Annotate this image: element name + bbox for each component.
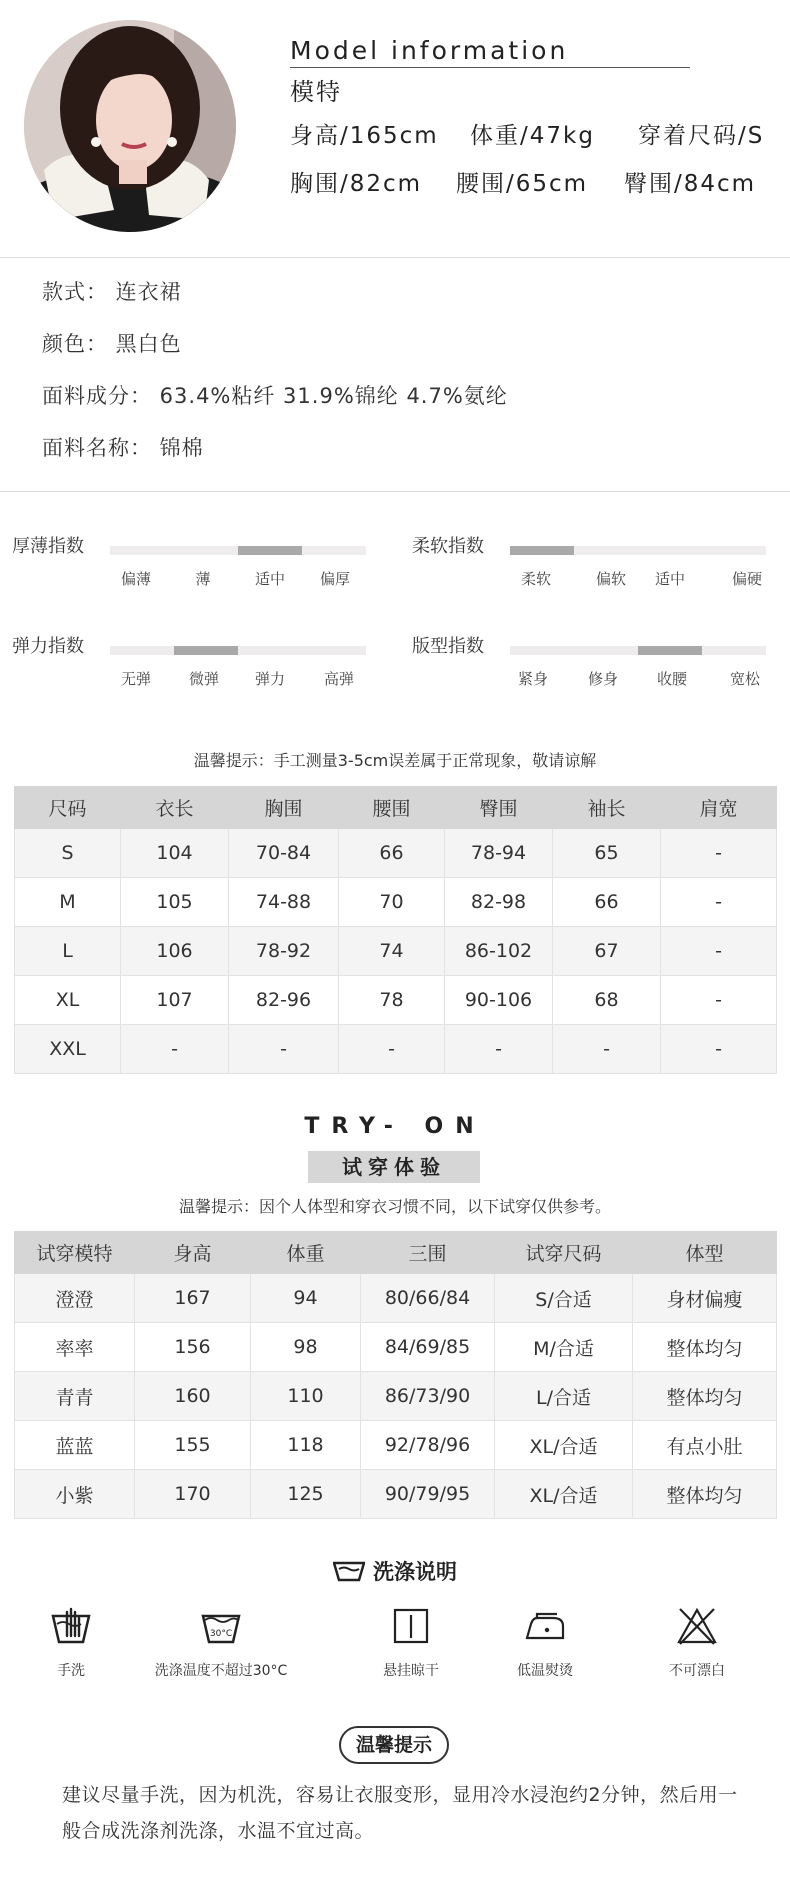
index-label: 柔软指数 [412, 536, 484, 557]
wash-label: 悬挂晾干 [383, 1663, 439, 1679]
index-option: 适中 [254, 570, 286, 588]
tryon-table [14, 1231, 777, 1519]
model-info-subtitle: 模特 [290, 78, 342, 106]
wash-item-30-degree [141, 1606, 301, 1680]
index-fit [412, 632, 790, 712]
model-info-title: Model information [290, 36, 690, 68]
table-cell: 70-84 [229, 829, 339, 878]
index-softness [412, 532, 790, 612]
table-cell: 155 [135, 1421, 251, 1470]
table-cell: 74-88 [229, 878, 339, 927]
table-row [15, 1274, 777, 1323]
wash-label: 手洗 [57, 1663, 85, 1679]
tip-title: 温馨提示 [339, 1726, 449, 1764]
index-fill [238, 546, 302, 555]
table-cell: 小紫 [15, 1470, 135, 1519]
table-cell: XL/合适 [495, 1470, 633, 1519]
column-header: 肩宽 [661, 787, 777, 829]
table-cell: 70 [339, 878, 445, 927]
table-cell: S [15, 829, 121, 878]
column-header: 袖长 [553, 787, 661, 829]
table-cell: 身材偏瘦 [633, 1274, 777, 1323]
tryon-subtitle: 试穿体验 [308, 1151, 480, 1183]
table-cell: L/合适 [495, 1372, 633, 1421]
tip-text: 建议尽量手洗，因为机洗，容易让衣服变形，显用冷水浸泡约2分钟，然后用一般合成洗涤剂洗涤，水温不宜过高。 [62, 1784, 738, 1842]
index-option: 适中 [654, 570, 686, 588]
table-cell: 92/78/96 [361, 1421, 495, 1470]
table-cell: 80/66/84 [361, 1274, 495, 1323]
wash-30-icon [199, 1606, 243, 1646]
table-cell: 整体均匀 [633, 1372, 777, 1421]
table-cell: 67 [553, 927, 661, 976]
index-option: 收腰 [656, 670, 688, 688]
size-table [14, 786, 777, 1074]
index-option: 偏硬 [731, 570, 763, 588]
index-label: 弹力指数 [12, 636, 84, 657]
table-row [15, 1025, 777, 1074]
table-cell: - [661, 829, 777, 878]
wash-item-no-bleach [617, 1606, 777, 1680]
column-header: 胸围 [229, 787, 339, 829]
index-option: 弹力 [254, 670, 286, 688]
table-cell: 78-92 [229, 927, 339, 976]
column-header: 衣长 [121, 787, 229, 829]
table-cell: 94 [251, 1274, 361, 1323]
table-cell: 118 [251, 1421, 361, 1470]
table-cell: 90-106 [445, 976, 553, 1025]
no-bleach-icon [675, 1606, 719, 1646]
table-cell: L [15, 927, 121, 976]
index-option: 柔软 [520, 570, 552, 588]
tryon-note: 温馨提示：因个人体型和穿衣习惯不同，以下试穿仅供参考。 [178, 1197, 611, 1216]
model-info [290, 36, 765, 203]
wash-temp-text: 30°C [209, 1629, 233, 1639]
index-track [510, 546, 766, 555]
table-cell: 156 [135, 1323, 251, 1372]
index-track [110, 646, 366, 655]
table-cell: - [661, 1025, 777, 1074]
index-option: 偏厚 [319, 570, 351, 588]
wash-label: 洗涤温度不超过30°C [154, 1663, 288, 1679]
table-cell: 82-98 [445, 878, 553, 927]
table-row [15, 927, 777, 976]
index-fill [638, 646, 702, 655]
table-cell: 78 [339, 976, 445, 1025]
table-cell: 86-102 [445, 927, 553, 976]
model-portrait-image [24, 20, 236, 232]
table-cell: 66 [339, 829, 445, 878]
table-row [15, 976, 777, 1025]
model-stats-row-1 [290, 107, 765, 155]
wash-basin-icon [333, 1560, 365, 1582]
column-header: 尺码 [15, 787, 121, 829]
table-cell: 整体均匀 [633, 1470, 777, 1519]
table-cell: 78-94 [445, 829, 553, 878]
table-cell: 74 [339, 927, 445, 976]
index-thickness [12, 532, 392, 612]
table-row [15, 1470, 777, 1519]
index-option: 微弹 [188, 670, 220, 688]
index-option: 偏薄 [120, 570, 152, 588]
index-fill [174, 646, 238, 655]
model-stats-row-2 [290, 155, 760, 203]
table-cell: 整体均匀 [633, 1323, 777, 1372]
table-cell: - [661, 976, 777, 1025]
table-row [15, 1372, 777, 1421]
wash-item-hand-wash [0, 1606, 151, 1680]
table-cell: 86/73/90 [361, 1372, 495, 1421]
wash-label: 低温熨烫 [517, 1663, 573, 1679]
column-header: 试穿尺码 [495, 1232, 633, 1274]
index-option: 紧身 [517, 670, 549, 688]
wash-item-low-iron [465, 1606, 625, 1680]
table-cell: 125 [251, 1470, 361, 1519]
low-iron-icon [523, 1606, 567, 1646]
table-cell: 167 [135, 1274, 251, 1323]
table-row [15, 829, 777, 878]
table-cell: - [553, 1025, 661, 1074]
index-option: 薄 [195, 570, 211, 588]
table-cell: 170 [135, 1470, 251, 1519]
table-cell: 82-96 [229, 976, 339, 1025]
wash-label: 不可漂白 [669, 1663, 725, 1679]
table-cell: XXL [15, 1025, 121, 1074]
hang-dry-icon [391, 1606, 431, 1646]
index-option: 高弹 [323, 670, 355, 688]
tryon-title: TRY- ON [304, 1114, 486, 1139]
index-track [110, 546, 366, 555]
model-size: 穿着尺码/S [638, 123, 765, 149]
model-bust: 胸围/82cm [290, 171, 423, 197]
index-label: 厚薄指数 [12, 536, 84, 557]
table-cell: 有点小肚 [633, 1421, 777, 1470]
detail-style: 款式： 连衣裙 [42, 280, 182, 304]
detail-color: 颜色： 黑白色 [42, 332, 182, 356]
table-cell: - [661, 878, 777, 927]
column-header: 臀围 [445, 787, 553, 829]
wash-title-text: 洗涤说明 [373, 1560, 457, 1584]
model-hips: 臀围/84cm [624, 171, 757, 197]
table-cell: M [15, 878, 121, 927]
table-cell: - [339, 1025, 445, 1074]
detail-fabric: 面料成分： 63.4%粘纤 31.9%锦纶 4.7%氨纶 [42, 384, 508, 408]
table-cell: - [661, 927, 777, 976]
table-cell: 106 [121, 927, 229, 976]
table-cell: 68 [553, 976, 661, 1025]
table-cell: S/合适 [495, 1274, 633, 1323]
table-row [15, 878, 777, 927]
index-option: 修身 [587, 670, 619, 688]
table-row [15, 1421, 777, 1470]
table-cell: 蓝蓝 [15, 1421, 135, 1470]
table-row [15, 1323, 777, 1372]
hand-wash-icon [49, 1606, 93, 1646]
table-cell: 率率 [15, 1323, 135, 1372]
index-fill [510, 546, 574, 555]
table-cell: 84/69/85 [361, 1323, 495, 1372]
table-cell: 65 [553, 829, 661, 878]
column-header: 三围 [361, 1232, 495, 1274]
wash-title [0, 1556, 790, 1587]
column-header: 体型 [633, 1232, 777, 1274]
table-cell: 青青 [15, 1372, 135, 1421]
column-header: 试穿模特 [15, 1232, 135, 1274]
table-cell: 107 [121, 976, 229, 1025]
table-cell: 90/79/95 [361, 1470, 495, 1519]
product-details [0, 258, 790, 492]
size-note: 温馨提示：手工测量3-5cm误差属于正常现象，敬请谅解 [193, 751, 597, 770]
table-cell: - [229, 1025, 339, 1074]
table-cell: - [121, 1025, 229, 1074]
column-header: 体重 [251, 1232, 361, 1274]
index-option: 无弹 [120, 670, 152, 688]
table-cell: 98 [251, 1323, 361, 1372]
tryon-table-header [15, 1232, 777, 1274]
index-option: 偏软 [595, 570, 627, 588]
table-cell: 澄澄 [15, 1274, 135, 1323]
index-label: 版型指数 [412, 636, 484, 657]
detail-fabric-name: 面料名称： 锦棉 [42, 436, 204, 460]
table-cell: 110 [251, 1372, 361, 1421]
model-avatar [24, 20, 236, 232]
column-header: 腰围 [339, 787, 445, 829]
table-cell: M/合适 [495, 1323, 633, 1372]
table-cell: 160 [135, 1372, 251, 1421]
table-cell: 66 [553, 878, 661, 927]
model-height: 身高/165cm [290, 123, 439, 149]
model-waist: 腰围/65cm [456, 171, 589, 197]
index-option: 宽松 [729, 670, 761, 688]
size-table-header [15, 787, 777, 829]
index-track [510, 646, 766, 655]
index-elasticity [12, 632, 392, 712]
table-cell: - [445, 1025, 553, 1074]
table-cell: 105 [121, 878, 229, 927]
table-cell: XL/合适 [495, 1421, 633, 1470]
column-header: 身高 [135, 1232, 251, 1274]
table-cell: XL [15, 976, 121, 1025]
model-weight: 体重/47kg [470, 123, 595, 149]
model-section [0, 0, 790, 258]
table-cell: 104 [121, 829, 229, 878]
